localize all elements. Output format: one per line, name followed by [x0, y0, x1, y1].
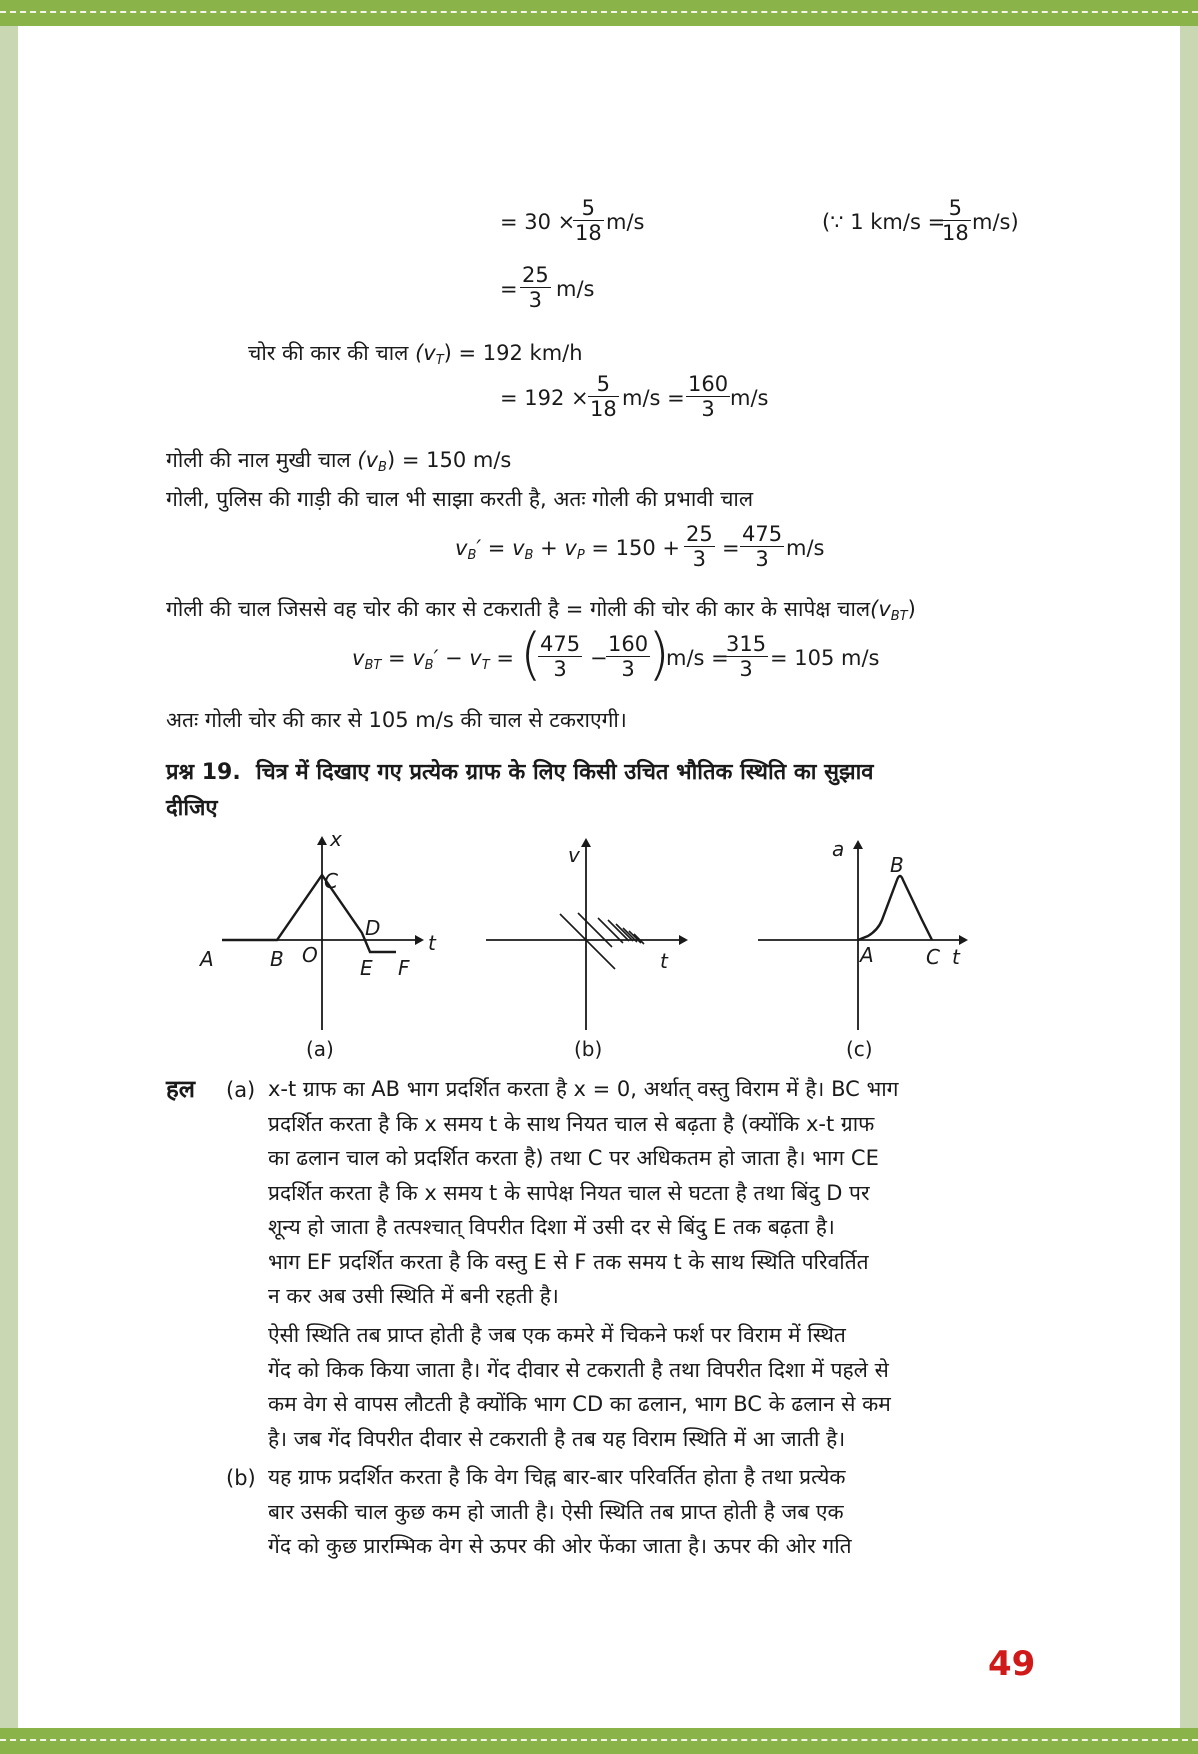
graph-c-y-label: a: [832, 837, 845, 861]
solution-b-marker: (b): [226, 1466, 256, 1490]
question-line-1: चित्र में दिखाए गए प्रत्येक ग्राफ के लिए किसी उचित भौतिक स्थिति का सुझाव: [256, 760, 874, 785]
fraction-475-3-b: $\frac{475}{3}$: [540, 632, 581, 681]
page-number: 49: [988, 1644, 1036, 1684]
right-paren: ): [648, 622, 670, 687]
bottom-border-dashes: [0, 1739, 1198, 1741]
eq4-mid: m/s =: [622, 386, 685, 410]
vb-expression: $v_B' = v_B + v_P = 150$ +: [455, 536, 680, 563]
graph-a-label-c: C: [324, 869, 338, 893]
solution-a-paragraph: x-t ग्राफ का AB भाग प्रदर्शित करता है x = 0, अर्थात् वस्तु विराम में है। BC भाग प्रदर्शित करता है कि x समय t के साथ नियत चाल से बढ़ता है (क्योंकि x-t ग्राफ का ढलान चाल को प्रदर्शित करता है) तथा C पर अधिकतम हो जाता है। भाग CE प्रदर्शित करता है कि x समय t के सापेक्ष नियत चाल से घटता है तथा बिंदु D पर शून्य हो जाता है तत्पश्चात् विपरीत दिशा में उसी दर से बिंदु E तक बढ़ता है। भाग EF प्रदर्शित करता है कि वस्तु E से F तक समय t के साथ स्थिति परिवर्तित न कर अब उसी स्थिति में बनी रहती है।: [268, 1077, 899, 1308]
eq4-unit: m/s: [730, 386, 769, 410]
eq1-unit: m/s: [606, 210, 645, 234]
left-paren: (: [520, 622, 542, 687]
fraction-315-3: $\frac{315}{3}$: [726, 632, 767, 681]
fraction-5-18: $\frac{5}{18}$: [575, 196, 602, 245]
graph-a-label-e: E: [360, 956, 373, 980]
graph-c-label-b: B: [890, 853, 904, 877]
graph-c-caption: (c): [846, 1037, 873, 1061]
fraction-160-3-b: $\frac{160}{3}$: [608, 632, 649, 681]
solution-b-paragraph: यह ग्राफ प्रदर्शित करता है कि वेग चिह्न बार-बार परिवर्तित होता है तथा प्रत्येक बार उसकी चाल कुछ कम हो जाती है। ऐसी स्थिति तब प्राप्त होती है जब एक गेंद को कुछ प्रारम्भिक वेग से ऊपर की ओर फेंका जाता है। ऊपर की ओर गति: [268, 1465, 852, 1558]
graph-b: [486, 840, 686, 1061]
vbt-unit: m/s =: [666, 646, 729, 670]
solution-a-example: ऐसी स्थिति तब प्राप्त होती है जब एक कमरे में चिकने फर्श पर विराम में स्थित गेंद को किक किया जाता है। गेंद दीवार से टकराती है तथा विपरीत दिशा में पहले से कम वेग से वापस लौटती है क्योंकि भाग CD का ढलान, भाग BC के ढलान से कम है। जब गेंद विपरीत दीवार से टकराती है तब यह विराम स्थिति में आ जाती है।: [268, 1323, 891, 1451]
fraction-25-3-b: $\frac{25}{3}$: [686, 522, 713, 571]
bottom-border: [0, 1728, 1198, 1754]
minus-sign: −: [590, 646, 608, 670]
graph-c-label-c: C: [926, 945, 940, 969]
fraction-note: $\frac{5}{18}$: [942, 196, 969, 245]
fraction-25-3: $\frac{25}{3}$: [522, 263, 549, 312]
fraction-475-3: $\frac{475}{3}$: [742, 522, 783, 571]
eq4-lhs: = 192 ×: [500, 386, 589, 410]
graph-c-curve: [858, 876, 932, 940]
vbt-expression: $v_{BT} = v_B' - v_T$ =: [352, 646, 514, 673]
graph-c-label-a: A: [860, 943, 874, 967]
vbt-result: = 105 m/s: [770, 646, 880, 670]
thief-speed-line: चोर की कार की चाल $(v_T) = 192$ km/h: [248, 341, 583, 368]
eq2-lhs: =: [500, 277, 518, 301]
graph-c: [758, 837, 966, 1061]
fraction-5-18-b: $\frac{5}{18}$: [590, 372, 617, 421]
graph-a-label-f: F: [398, 956, 410, 980]
shared-speed-text: गोली, पुलिस की गाड़ी की चाल भी साझा करती है, अतः गोली की प्रभावी चाल: [166, 487, 754, 511]
muzzle-speed-line: गोली की नाल मुखी चाल $(v_B) = 150$ m/s: [166, 448, 512, 475]
solution-label: हल: [166, 1075, 196, 1103]
graph-a-label-d: D: [365, 916, 381, 940]
graph-b-x-label: t: [660, 949, 668, 973]
relative-speed-text: गोली की चाल जिससे वह चोर की कार से टकराती है = गोली की चोर की कार के सापेक्ष $चाल(v_{BT})$: [166, 597, 916, 624]
graph-b-y-label: v: [568, 843, 580, 867]
solution-a-marker: (a): [226, 1078, 256, 1102]
graph-a-label-a: A: [200, 947, 214, 971]
graph-a-label-b: B: [270, 947, 284, 971]
graph-a-y-label: x: [330, 827, 342, 851]
eq1-note-end: m/s): [972, 210, 1019, 234]
eq1-note: (∵ 1 km/s =: [822, 210, 946, 234]
graph-a: [198, 827, 437, 1061]
graph-b-curve: [560, 913, 644, 969]
eq1-lhs: = 30 ×: [500, 210, 576, 234]
question-label: प्रश्न 19.: [166, 760, 241, 785]
conclusion-text: अतः गोली चोर की कार से 105 m/s की चाल से टकराएगी।: [166, 708, 627, 732]
graph-b-caption: (b): [574, 1037, 603, 1061]
graph-a-caption: (a): [306, 1037, 334, 1061]
graph-a-label-o: O: [302, 943, 318, 967]
graph-c-x-label: t: [952, 945, 960, 969]
graph-a-x-label: t: [428, 931, 436, 955]
eq2-unit: m/s: [556, 277, 595, 301]
vb-equals: =: [722, 536, 740, 560]
vb-unit: m/s: [786, 536, 825, 560]
question-line-2: दीजिए: [166, 796, 218, 821]
fraction-160-3: $\frac{160}{3}$: [688, 372, 729, 421]
